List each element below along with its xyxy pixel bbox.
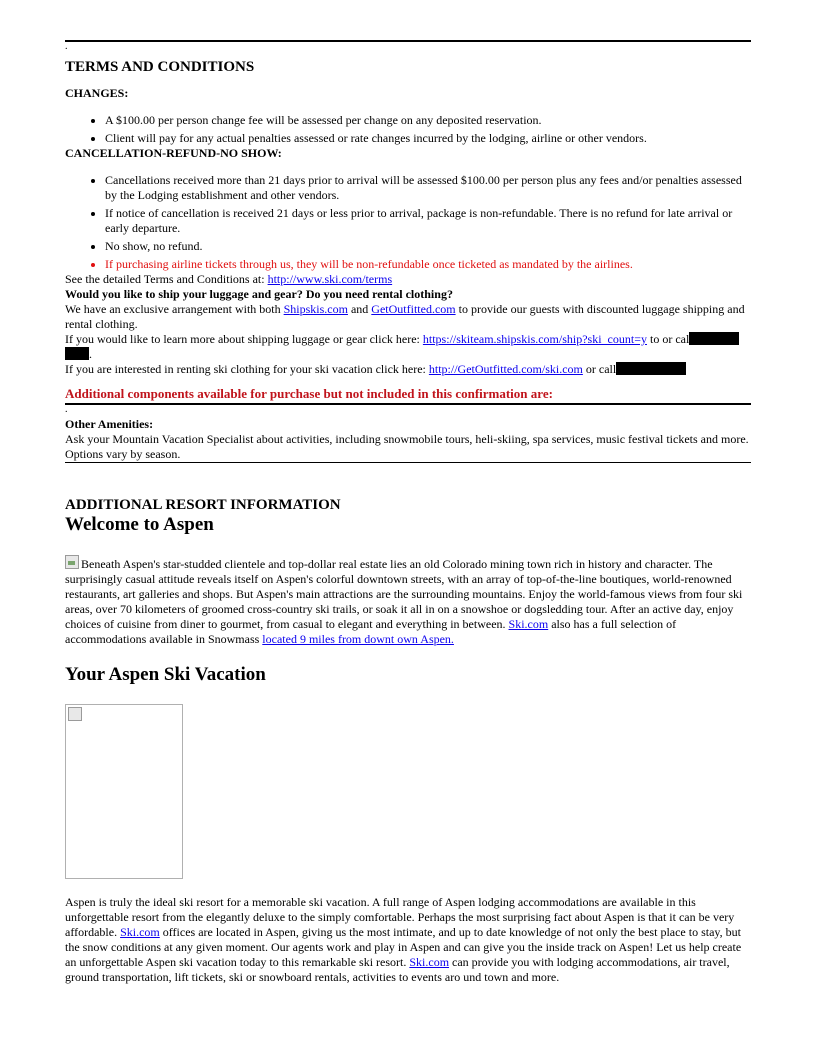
welcome-title: Welcome to Aspen <box>65 514 214 535</box>
changes-item: • A $100.00 per person change fee will be assessed per change on any deposited reservation. <box>105 113 751 128</box>
vacation-text: offices are located in Aspen, giving us the most intimate, and up to date knowledge of not only the best place to stay, but the snow conditions at any given moment. Our agents work and play in Aspen and can give you the inside track on Aspen! Let us help create an unforgettable Aspen ski vacation today to this remarkable ski resort. <box>65 925 742 969</box>
vacation-title: Your Aspen Ski Vacation <box>65 664 266 685</box>
amenities-heading: Other Amenities: <box>65 417 154 431</box>
amenities-text: Ask your Mountain Vacation Specialist about activities, including snowmobile tours, heli-skiing, spa services, music festival tickets and more. Options vary by season. <box>65 432 749 461</box>
shipskis-ship-link[interactable]: https://skiteam.shipskis.com/ship?ski_count=y <box>422 332 647 346</box>
additional-dot: . <box>65 404 68 415</box>
redacted-phone <box>65 347 89 360</box>
cancellation-list <box>65 173 751 272</box>
additional-components-title: Additional components available for purchase but not included in this confirmation are: <box>65 386 553 401</box>
broken-image-icon <box>68 707 82 721</box>
shipping-text: . <box>89 347 92 361</box>
shipping-learn-more <box>65 332 751 362</box>
rental-text: or call <box>582 362 617 376</box>
detailed-terms-line <box>65 272 751 287</box>
vacation-text: Aspen is truly the ideal ski resort for a memorable ski vacation. A full range of Aspen lodging accommodations are available in this unforgettable resort from the elegantly deluxe to the simply comfortable. Perhaps the most surprising fact about Aspen is that it can be very affordable. <box>65 895 735 939</box>
cancellation-heading: CANCELLATION-REFUND-NO SHOW: <box>65 146 282 160</box>
vacation-text: can provide you with lodging accommodations, air travel, ground transportation, lift tickets, ski or snowboard rentals, activities to events aro und town and more. <box>65 955 730 984</box>
changes-list <box>65 113 751 146</box>
shipping-text: to provide our guests with discounted luggage shipping and rental clothing. <box>65 302 745 331</box>
detailed-terms-prefix: See the detailed Terms and Conditions at: <box>65 272 268 286</box>
airline-warning-item: • If purchasing airline tickets through us, they will be non-refundable once ticketed as mandated by the airlines. <box>105 257 751 272</box>
changes-heading: CHANGES: <box>65 86 129 100</box>
resort-image-placeholder <box>65 704 183 879</box>
vacation-paragraph <box>65 895 751 985</box>
skicom-link[interactable]: Ski.com <box>409 955 450 969</box>
welcome-paragraph <box>65 555 751 647</box>
welcome-text: also has a full selection of accommodations available in Snowmass <box>65 617 677 646</box>
shipskis-link[interactable]: Shipskis.com <box>283 302 348 316</box>
broken-image-icon <box>65 555 79 569</box>
getoutfitted-link[interactable]: GetOutfitted.com <box>371 302 456 316</box>
rental-text: If you are interested in renting ski clothing for your ski vacation click here: <box>65 362 429 376</box>
shipping-text: to or cal <box>647 332 690 346</box>
shipping-text: and <box>347 302 372 316</box>
shipping-paragraph <box>65 302 751 332</box>
shipping-text: We have an exclusive arrangement with both <box>65 302 284 316</box>
shipping-question: Would you like to ship your luggage and gear? Do you need rental clothing? <box>65 287 453 301</box>
top-dot: . <box>65 41 68 52</box>
resort-section-title: ADDITIONAL RESORT INFORMATION <box>65 497 341 513</box>
skicom-link[interactable]: Ski.com <box>120 925 160 939</box>
changes-item: • Client will pay for any actual penalties assessed or rate changes incurred by the lodging, airline or other vendors. <box>105 131 751 146</box>
redacted-phone <box>616 362 686 375</box>
redacted-phone <box>689 332 739 345</box>
cancellation-item: • Cancellations received more than 21 days prior to arrival will be assessed $100.00 per person plus any fees and/or penalties assessed by the Lodging establishment and other vendors. <box>105 173 751 203</box>
shipping-text: If you would like to learn more about shipping luggage or gear click here: <box>65 332 423 346</box>
skicom-link[interactable]: Ski.com <box>508 617 549 631</box>
cancellation-item: • No show, no refund. <box>105 239 751 254</box>
document-page <box>65 40 751 985</box>
terms-title: TERMS AND CONDITIONS <box>65 59 255 75</box>
getoutfitted-ski-link[interactable]: http://GetOutfitted.com/ski.com <box>428 362 583 376</box>
rental-line <box>65 362 751 377</box>
snowmass-link[interactable]: located 9 miles from downt own Aspen. <box>262 632 454 646</box>
welcome-text: Beneath Aspen's star-studded clientele and top-dollar real estate lies an old Colorado mining town rich in history and character. The surprisingly casual attitude reveals itself on Aspen's colorful downtown streets, with an array of top-of-the-line boutiques, world-renowned restaurants, art galleries and shops. But Aspen's main attractions are the surrounding mountains. Enjoy the world-famous views from four ski areas, over 70 kilometers of groomed cross-country ski trails, or soak it all in on a snowshoe or dogsledding tour. After an active day, enjoy choices of cuisine from diner to gourmet, from casual to elegant and everything in between. <box>65 557 743 631</box>
terms-link[interactable]: http://www.ski.com/terms <box>267 272 393 286</box>
cancellation-item: • If notice of cancellation is received 21 days or less prior to arrival, package is non-refundable. There is no refund for late arrival or early departure. <box>105 206 751 236</box>
